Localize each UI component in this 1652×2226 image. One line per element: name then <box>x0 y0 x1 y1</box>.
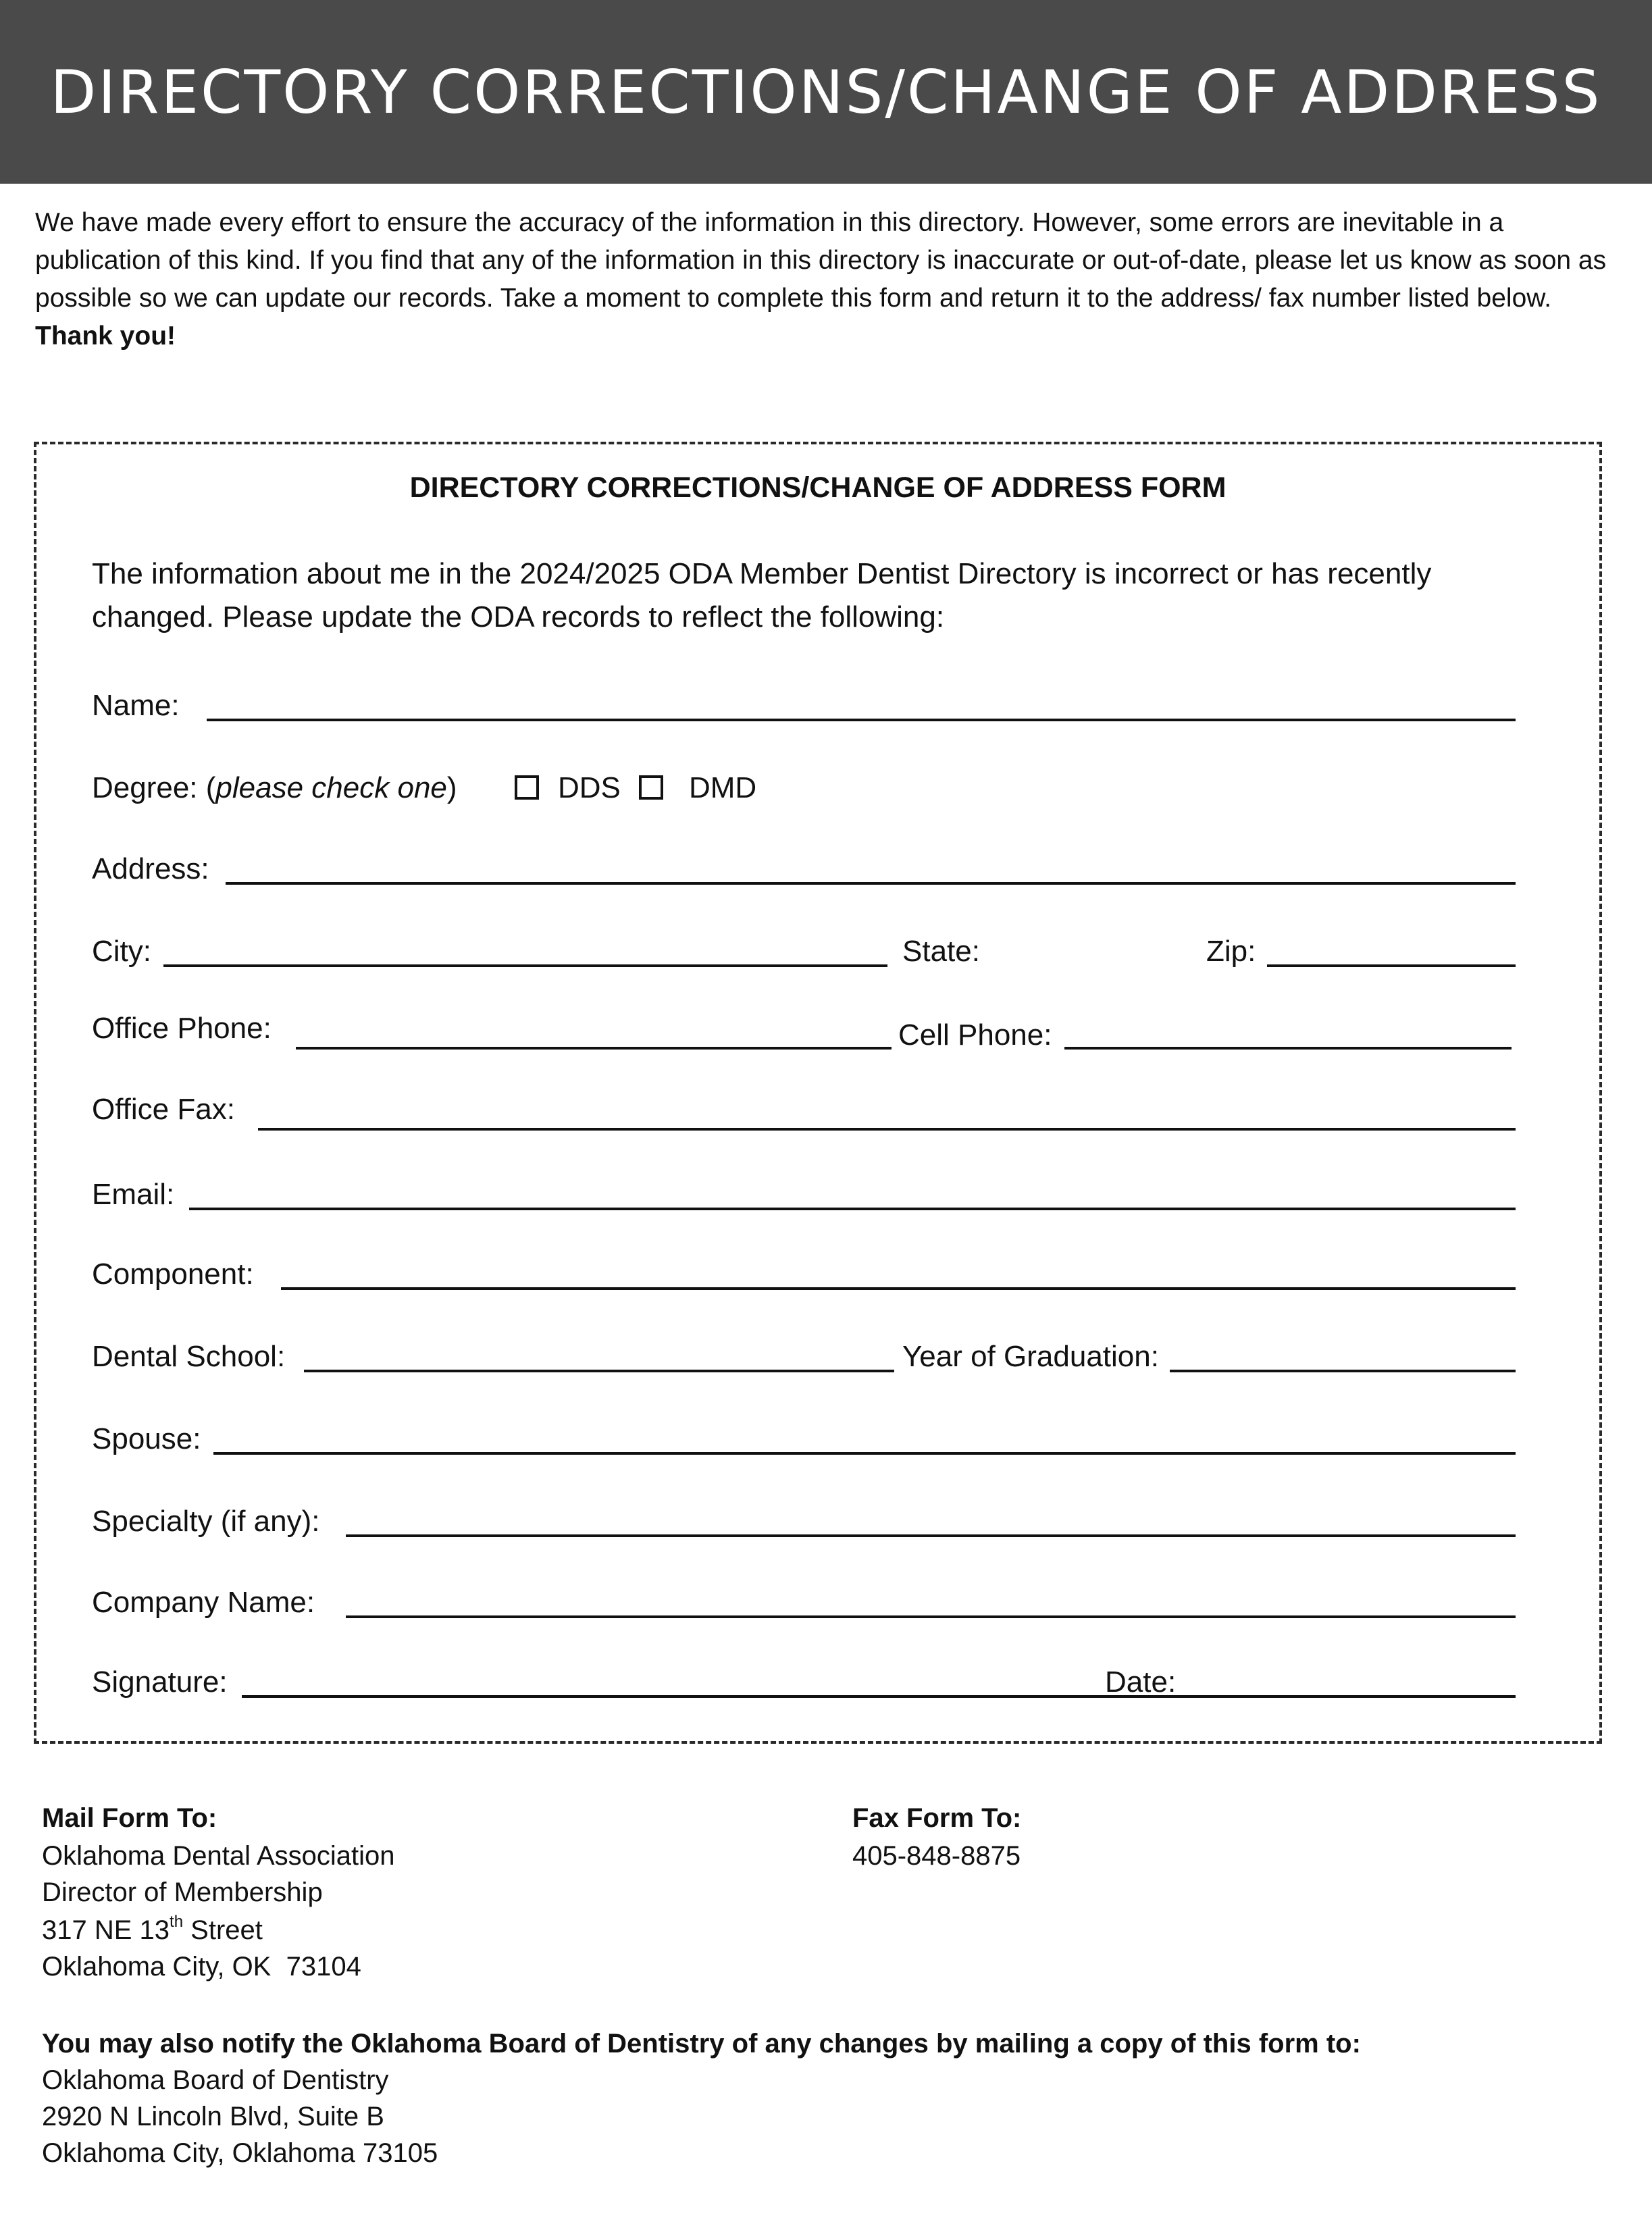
zip-label: Zip: <box>1206 935 1256 968</box>
correction-form <box>34 442 1602 1744</box>
mail-attn: Director of Membership <box>42 1878 323 1907</box>
dds-checkbox[interactable] <box>515 775 539 800</box>
fax-heading: Fax Form To: <box>852 1803 1022 1833</box>
signature-row <box>92 1663 1516 1710</box>
component-label: Component: <box>92 1258 254 1291</box>
city-label: City: <box>92 935 151 968</box>
address-label: Address: <box>92 852 209 885</box>
cell-phone-label: Cell Phone: <box>898 1018 1052 1052</box>
intro-text: We have made every effort to ensure the accuracy of the information in this directory. However, some errors are inevitable in a publication of this kind. If you find that any of the information in this directory is inaccurate or out-of-date, please let us know as soon as possible so we can update our records. Take a moment to complete this form and return it to the address/ fax number listed below. <box>35 208 1607 313</box>
year-of-graduation-label: Year of Graduation: <box>902 1340 1159 1373</box>
office-fax-label: Office Fax: <box>92 1093 235 1126</box>
signature-field[interactable] <box>242 1695 1516 1698</box>
board-street: 2920 N Lincoln Blvd, Suite B <box>42 2102 384 2131</box>
degree-label: Degree: (please check one) <box>92 771 457 804</box>
city-field[interactable] <box>163 964 887 967</box>
email-label: Email: <box>92 1178 175 1211</box>
company-name-label: Company Name: <box>92 1586 315 1619</box>
dental-school-field[interactable] <box>304 1370 894 1372</box>
name-label: Name: <box>92 689 180 722</box>
email-row <box>92 1175 1516 1222</box>
address-row <box>92 850 1516 897</box>
component-field[interactable] <box>281 1287 1516 1290</box>
thank-you-text: Thank you! <box>35 321 176 351</box>
spouse-label: Spouse: <box>92 1422 201 1455</box>
dmd-label: DMD <box>689 771 757 804</box>
spouse-field[interactable] <box>213 1452 1516 1455</box>
board-org: Oklahoma Board of Dentistry <box>42 2065 389 2095</box>
intro-paragraph <box>35 204 1609 355</box>
phone-row <box>92 1014 1516 1062</box>
specialty-field[interactable] <box>346 1534 1516 1537</box>
cell-phone-field[interactable] <box>1064 1047 1512 1050</box>
zip-field[interactable] <box>1267 964 1516 967</box>
name-field[interactable] <box>207 719 1516 721</box>
address-field[interactable] <box>226 882 1516 885</box>
specialty-label: Specialty (if any): <box>92 1505 320 1538</box>
company-name-field[interactable] <box>346 1615 1516 1618</box>
dental-school-label: Dental School: <box>92 1340 286 1373</box>
mail-city-state-zip: Oklahoma City, OK 73104 <box>42 1952 361 1982</box>
specialty-row <box>92 1502 1516 1549</box>
date-label: Date: <box>1105 1665 1177 1699</box>
component-row <box>92 1255 1516 1302</box>
board-heading: You may also notify the Oklahoma Board of Dentistry of any changes by mailing a copy of this form to: <box>42 2029 1361 2059</box>
spouse-row <box>92 1420 1516 1467</box>
fax-number: 405-848-8875 <box>852 1841 1021 1871</box>
signature-label: Signature: <box>92 1665 228 1699</box>
degree-note: please check one <box>215 771 447 804</box>
city-state-zip-row <box>92 932 1516 979</box>
office-phone-field[interactable] <box>296 1047 892 1050</box>
state-label: State: <box>902 935 980 968</box>
company-name-row <box>92 1583 1516 1630</box>
office-fax-field[interactable] <box>258 1128 1516 1131</box>
page-title: DIRECTORY CORRECTIONS/CHANGE OF ADDRESS <box>50 57 1602 127</box>
office-phone-label: Office Phone: <box>92 1012 272 1045</box>
office-fax-row <box>92 1095 1516 1143</box>
name-row <box>92 686 1516 733</box>
form-intro: The information about me in the 2024/2025 ODA Member Dentist Directory is incorrect or has recently changed. Please update the ODA records to reflect the following: <box>92 557 1432 633</box>
mail-heading: Mail Form To: <box>42 1803 217 1833</box>
dental-school-row <box>92 1337 1516 1384</box>
degree-row <box>92 769 1516 816</box>
form-title: DIRECTORY CORRECTIONS/CHANGE OF ADDRESS FORM <box>409 471 1227 504</box>
board-city-state-zip: Oklahoma City, Oklahoma 73105 <box>42 2138 438 2168</box>
dds-label: DDS <box>558 771 621 804</box>
year-of-graduation-field[interactable] <box>1170 1370 1516 1372</box>
mail-org: Oklahoma Dental Association <box>42 1841 395 1871</box>
page-header <box>0 0 1652 184</box>
mail-street: 317 NE 13th Street <box>42 1913 263 1945</box>
email-field[interactable] <box>189 1208 1516 1210</box>
dmd-checkbox[interactable] <box>639 775 663 800</box>
